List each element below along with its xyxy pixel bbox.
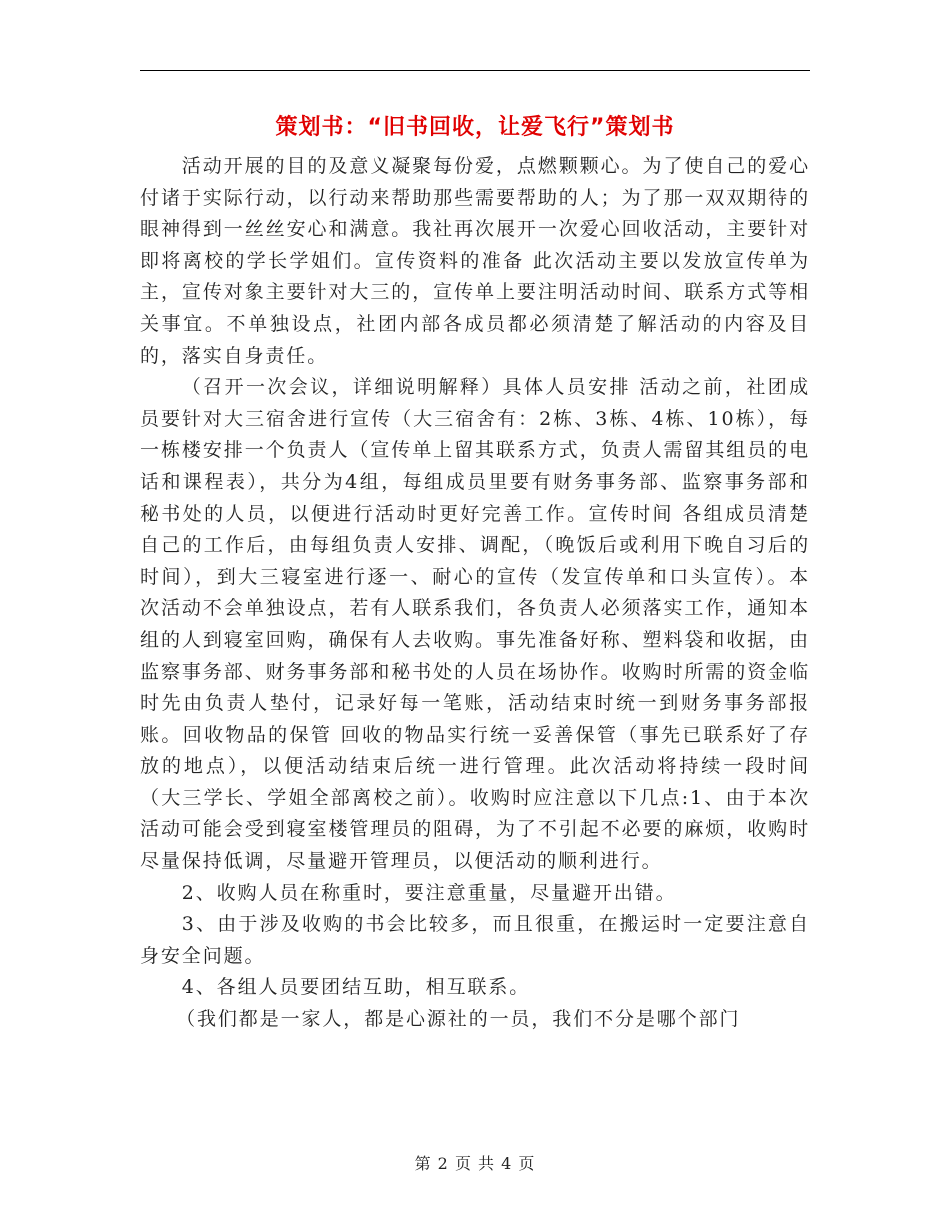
document-title: 策划书：“旧书回收，让爱飞行”策划书 bbox=[275, 115, 675, 140]
header-rule bbox=[140, 70, 810, 71]
paragraph-purpose: 活动开展的目的及意义凝聚每份爱，点燃颗颗心。为了使自己的爱心付诸于实际行动，以行动来帮助那些需要帮助的人；为了那一双双期待的眼神得到一丝丝安心和满意。我社再次展开一次爱心回收活动，主要针对即将离校的学长学姐们。宣传资料的准备 此次活动主要以发放宣传单为主，宣传对象主要针对大三的，宣传单上要注明活动时间、联系方式等相关事宜。不单独设点，社团内部各成员都必须清楚了解活动的内容及目的，落实自身责任。 bbox=[140, 155, 810, 367]
paragraph-note-4: 4、各组人员要团结互助，相互联系。 bbox=[181, 976, 531, 999]
paragraph-arrangement: （召开一次会议，详细说明解释）具体人员安排 活动之前，社团成员要针对大三宿舍进行宣传（大三宿舍有：2栋、3栋、4栋、10栋），每一栋楼安排一个负责人（宣传单上留其联系方式，负责人需留其组员的电话和课程表），共分为4组，每组成员里要有财务事务部、监察事务部和秘书处的人员，以便进行活动时更好完善工作。宣传时间 各组成员清楚自己的工作后，由每组负责人安排、调配，（晚饭后或利用下晚自习后的时间），到大三寝室进行逐一、耐心的宣传（发宣传单和口头宣传）。本次活动不会单独设点，若有人联系我们，各负责人必须落实工作，通知本组的人到寝室回购，确保有人去收购。事先准备好称、塑料袋和收据，由监察事务部、财务事务部和秘书处的人员在场协作。收购时所需的资金临时先由负责人垫付，记录好每一笔账，活动结束时统一到财务事务部报账。回收物品的保管 回收的物品实行统一妥善保管（事先已联系好了存放的地点），以便活动结束后统一进行管理。此次活动将持续一段时间（大三学长、学姐全部离校之前）。收购时应注意以下几点:1、由于本次活动可能会受到寝室楼管理员的阻碍，为了不引起不必要的麻烦，收购时尽量保持低调，尽量避开管理员，以便活动的顺利进行。 bbox=[140, 376, 810, 873]
page-number: 第 2 页 共 4 页 bbox=[414, 1154, 536, 1173]
paragraph-note-2: 2、收购人员在称重时，要注意重量，尽量避开出错。 bbox=[181, 881, 677, 904]
paragraph-continuation: （我们都是一家人，都是心源社的一员，我们不分是哪个部门 bbox=[176, 1008, 741, 1031]
document-body bbox=[140, 151, 810, 1036]
paragraph-note-3: 3、由于涉及收购的书会比较多，而且很重，在搬运时一定要注意自身安全问题。 bbox=[140, 913, 810, 967]
